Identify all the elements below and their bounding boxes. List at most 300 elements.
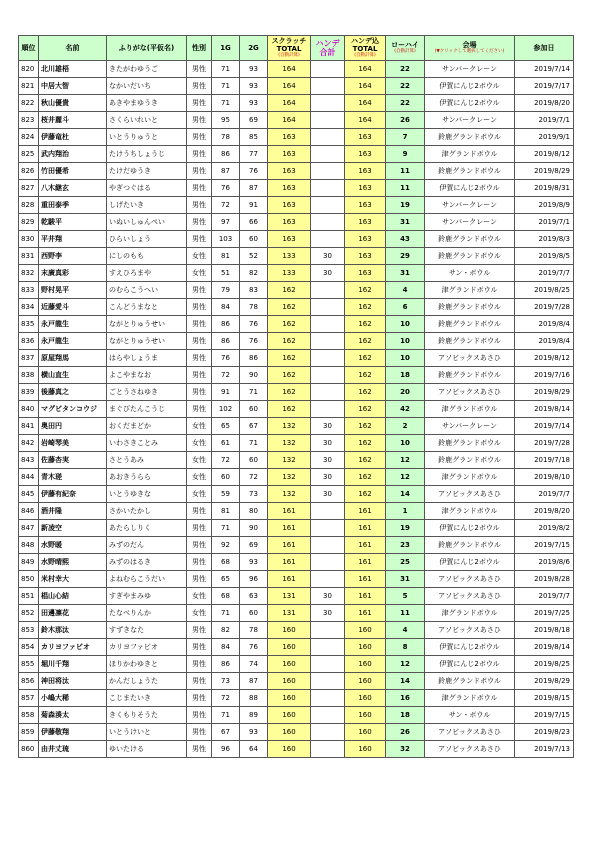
name-cell: 酒井隆 <box>39 503 107 520</box>
venue-cell[interactable]: 津グランドボウル <box>425 690 515 707</box>
scratch-total-cell: 132 <box>268 469 311 486</box>
rank-cell: 847 <box>19 520 39 537</box>
handicap-cell <box>311 129 345 146</box>
gender-cell: 男性 <box>187 78 212 95</box>
gender-cell: 女性 <box>187 452 212 469</box>
lowhigh-cell: 9 <box>386 146 425 163</box>
name-cell: 伊藤有紀奈 <box>39 486 107 503</box>
handicap-total-cell: 163 <box>345 180 386 197</box>
gender-cell: 女性 <box>187 605 212 622</box>
kana-cell: たけだゆうき <box>107 163 187 180</box>
gender-cell: 男性 <box>187 707 212 724</box>
date-cell: 2019/7/25 <box>515 605 574 622</box>
lowhigh-cell: 31 <box>386 265 425 282</box>
gender-cell: 男性 <box>187 197 212 214</box>
kana-cell: にしのもも <box>107 248 187 265</box>
name-cell: 神田将汰 <box>39 673 107 690</box>
date-cell: 2019/7/15 <box>515 537 574 554</box>
handicap-cell <box>311 316 345 333</box>
game1-cell: 86 <box>212 656 240 673</box>
scratch-total-cell: 163 <box>268 214 311 231</box>
venue-cell[interactable]: 鈴鹿グランドボウル <box>425 231 515 248</box>
handicap-cell <box>311 299 345 316</box>
handicap-cell <box>311 384 345 401</box>
venue-cell[interactable]: アソビックスあさひ <box>425 486 515 503</box>
game2-cell: 77 <box>240 146 268 163</box>
kana-cell: いぬいしゅんぺい <box>107 214 187 231</box>
table-row <box>19 163 574 180</box>
scratch-total-cell: 164 <box>268 61 311 78</box>
handicap-total-cell: 162 <box>345 435 386 452</box>
game2-cell: 91 <box>240 197 268 214</box>
venue-cell[interactable]: アソビックスあさひ <box>425 622 515 639</box>
game1-cell: 103 <box>212 231 240 248</box>
game1-cell: 72 <box>212 690 240 707</box>
kana-cell: しげたいき <box>107 197 187 214</box>
table-row <box>19 316 574 333</box>
header-handicap-total: ハンデ込 TOTAL (自動計算) <box>345 36 386 61</box>
game1-cell: 76 <box>212 180 240 197</box>
table-row <box>19 486 574 503</box>
lowhigh-cell: 42 <box>386 401 425 418</box>
table-row <box>19 146 574 163</box>
game1-cell: 68 <box>212 588 240 605</box>
date-cell: 2019/8/31 <box>515 180 574 197</box>
venue-cell[interactable]: 鈴鹿グランドボウル <box>425 299 515 316</box>
rank-cell: 841 <box>19 418 39 435</box>
lowhigh-cell: 10 <box>386 316 425 333</box>
handicap-total-cell: 161 <box>345 605 386 622</box>
venue-cell[interactable]: 伊賀にんじ2ボウル <box>425 520 515 537</box>
lowhigh-cell: 14 <box>386 673 425 690</box>
kana-cell: みずのはるき <box>107 554 187 571</box>
date-cell: 2019/7/14 <box>515 418 574 435</box>
venue-cell[interactable]: 津グランドボウル <box>425 401 515 418</box>
handicap-cell <box>311 724 345 741</box>
venue-cell[interactable]: 津グランドボウル <box>425 605 515 622</box>
handicap-total-cell: 162 <box>345 316 386 333</box>
game1-cell: 71 <box>212 605 240 622</box>
venue-cell[interactable]: 津グランドボウル <box>425 469 515 486</box>
handicap-total-cell: 162 <box>345 469 386 486</box>
handicap-cell <box>311 367 345 384</box>
scratch-total-cell: 162 <box>268 367 311 384</box>
rank-cell: 853 <box>19 622 39 639</box>
name-cell: 秋山優貴 <box>39 95 107 112</box>
scratch-total-cell: 162 <box>268 350 311 367</box>
date-cell: 2019/7/28 <box>515 299 574 316</box>
game2-cell: 87 <box>240 180 268 197</box>
scratch-total-cell: 160 <box>268 707 311 724</box>
game2-cell: 67 <box>240 418 268 435</box>
game1-cell: 79 <box>212 282 240 299</box>
name-cell: 八木継玄 <box>39 180 107 197</box>
date-cell: 2019/8/9 <box>515 197 574 214</box>
table-row <box>19 452 574 469</box>
gender-cell: 男性 <box>187 741 212 758</box>
kana-cell: あたらしりく <box>107 520 187 537</box>
gender-cell: 男性 <box>187 112 212 129</box>
table-row <box>19 469 574 486</box>
table-row <box>19 282 574 299</box>
name-cell: 佐藤杏実 <box>39 452 107 469</box>
gender-cell: 女性 <box>187 486 212 503</box>
venue-cell[interactable]: 鈴鹿グランドボウル <box>425 367 515 384</box>
gender-cell: 男性 <box>187 163 212 180</box>
rank-cell: 838 <box>19 367 39 384</box>
handicap-cell <box>311 282 345 299</box>
handicap-total-cell: 164 <box>345 112 386 129</box>
venue-cell[interactable]: アソビックスあさひ <box>425 571 515 588</box>
name-cell: 原屋翔馬 <box>39 350 107 367</box>
venue-cell[interactable]: アソビックスあさひ <box>425 741 515 758</box>
kana-cell: さとうあみ <box>107 452 187 469</box>
gender-cell: 男性 <box>187 61 212 78</box>
game1-cell: 60 <box>212 469 240 486</box>
gender-cell: 男性 <box>187 673 212 690</box>
lowhigh-cell: 11 <box>386 163 425 180</box>
gender-cell: 男性 <box>187 316 212 333</box>
handicap-cell: 30 <box>311 248 345 265</box>
date-cell: 2019/8/3 <box>515 231 574 248</box>
lowhigh-cell: 16 <box>386 690 425 707</box>
venue-cell[interactable]: 伊賀にんじ2ボウル <box>425 656 515 673</box>
table-row <box>19 639 574 656</box>
table-row <box>19 197 574 214</box>
name-cell: 桜井麗斗 <box>39 112 107 129</box>
rank-cell: 826 <box>19 163 39 180</box>
lowhigh-cell: 2 <box>386 418 425 435</box>
rank-cell: 855 <box>19 656 39 673</box>
rank-cell: 820 <box>19 61 39 78</box>
date-cell: 2019/7/7 <box>515 486 574 503</box>
game1-cell: 61 <box>212 435 240 452</box>
scratch-total-cell: 162 <box>268 316 311 333</box>
table-row <box>19 231 574 248</box>
name-cell: 米村幸大 <box>39 571 107 588</box>
date-cell: 2019/7/16 <box>515 367 574 384</box>
venue-cell[interactable]: 伊賀にんじ2ボウル <box>425 78 515 95</box>
table-row <box>19 214 574 231</box>
handicap-total-cell: 163 <box>345 163 386 180</box>
scratch-total-cell: 160 <box>268 639 311 656</box>
handicap-cell <box>311 554 345 571</box>
kana-cell: いとうりゅうと <box>107 129 187 146</box>
kana-cell: はらやしょうま <box>107 350 187 367</box>
game2-cell: 78 <box>240 622 268 639</box>
game1-cell: 65 <box>212 418 240 435</box>
name-cell: 後藤真之 <box>39 384 107 401</box>
lowhigh-cell: 22 <box>386 61 425 78</box>
handicap-total-cell: 161 <box>345 537 386 554</box>
table-row <box>19 78 574 95</box>
game1-cell: 72 <box>212 452 240 469</box>
handicap-total-cell: 162 <box>345 384 386 401</box>
game1-cell: 95 <box>212 112 240 129</box>
kana-cell: ながとりゅうせい <box>107 333 187 350</box>
table-row <box>19 537 574 554</box>
handicap-cell: 30 <box>311 588 345 605</box>
gender-cell: 男性 <box>187 571 212 588</box>
handicap-cell <box>311 61 345 78</box>
lowhigh-cell: 6 <box>386 299 425 316</box>
name-cell: 水野暖 <box>39 537 107 554</box>
kana-cell: カリヨファビオ <box>107 639 187 656</box>
venue-cell[interactable]: アソビックスあさひ <box>425 588 515 605</box>
table-row <box>19 571 574 588</box>
date-cell: 2019/8/6 <box>515 554 574 571</box>
venue-cell[interactable]: 鈴鹿グランドボウル <box>425 129 515 146</box>
gender-cell: 女性 <box>187 469 212 486</box>
game1-cell: 76 <box>212 350 240 367</box>
venue-cell[interactable]: サン・ボウル <box>425 707 515 724</box>
gender-cell: 男性 <box>187 367 212 384</box>
game1-cell: 92 <box>212 537 240 554</box>
handicap-cell <box>311 78 345 95</box>
handicap-cell <box>311 231 345 248</box>
venue-cell[interactable]: 伊賀にんじ2ボウル <box>425 180 515 197</box>
venue-cell[interactable]: サンバークレーン <box>425 112 515 129</box>
name-cell: 椙山心結 <box>39 588 107 605</box>
game2-cell: 93 <box>240 95 268 112</box>
venue-cell[interactable]: サンバークレーン <box>425 197 515 214</box>
table-row <box>19 622 574 639</box>
scratch-total-cell: 160 <box>268 656 311 673</box>
name-cell: 竹田優希 <box>39 163 107 180</box>
kana-cell: なかいだいち <box>107 78 187 95</box>
handicap-total-cell: 162 <box>345 486 386 503</box>
venue-cell[interactable]: アソビックスあさひ <box>425 724 515 741</box>
scratch-total-cell: 163 <box>268 197 311 214</box>
rank-cell: 843 <box>19 452 39 469</box>
rank-cell: 842 <box>19 435 39 452</box>
gender-cell: 男性 <box>187 503 212 520</box>
game2-cell: 86 <box>240 350 268 367</box>
date-cell: 2019/7/28 <box>515 435 574 452</box>
header-2g: 2G <box>240 36 268 61</box>
table-row <box>19 180 574 197</box>
handicap-cell: 30 <box>311 265 345 282</box>
header-venue: 会場 (▼クリックして選択してください) <box>425 36 515 61</box>
table-row <box>19 656 574 673</box>
lowhigh-cell: 5 <box>386 588 425 605</box>
game1-cell: 71 <box>212 61 240 78</box>
name-cell: カリヨファビオ <box>39 639 107 656</box>
venue-cell[interactable]: 鈴鹿グランドボウル <box>425 673 515 690</box>
game1-cell: 87 <box>212 163 240 180</box>
kana-cell: すえひろまや <box>107 265 187 282</box>
handicap-total-cell: 162 <box>345 452 386 469</box>
table-row <box>19 690 574 707</box>
date-cell: 2019/8/20 <box>515 503 574 520</box>
kana-cell: きくもりそうた <box>107 707 187 724</box>
scratch-total-cell: 161 <box>268 503 311 520</box>
handicap-total-cell: 160 <box>345 639 386 656</box>
rank-cell: 857 <box>19 690 39 707</box>
rank-cell: 840 <box>19 401 39 418</box>
game1-cell: 72 <box>212 367 240 384</box>
lowhigh-cell: 11 <box>386 180 425 197</box>
lowhigh-cell: 19 <box>386 197 425 214</box>
scratch-total-cell: 164 <box>268 78 311 95</box>
name-cell: 末廣真彩 <box>39 265 107 282</box>
rank-cell: 844 <box>19 469 39 486</box>
table-row <box>19 61 574 78</box>
scratch-total-cell: 161 <box>268 520 311 537</box>
name-cell: 鈴木那汰 <box>39 622 107 639</box>
venue-cell[interactable]: 伊賀にんじ2ボウル <box>425 95 515 112</box>
game2-cell: 69 <box>240 537 268 554</box>
kana-cell: のむらこうへい <box>107 282 187 299</box>
rank-cell: 854 <box>19 639 39 656</box>
lowhigh-cell: 12 <box>386 452 425 469</box>
rank-cell: 829 <box>19 214 39 231</box>
lowhigh-cell: 10 <box>386 333 425 350</box>
gender-cell: 女性 <box>187 265 212 282</box>
venue-cell[interactable]: アソビックスあさひ <box>425 350 515 367</box>
scratch-total-cell: 160 <box>268 690 311 707</box>
table-row <box>19 367 574 384</box>
handicap-total-cell: 160 <box>345 707 386 724</box>
kana-cell: ゆいたける <box>107 741 187 758</box>
name-cell: 武内翔治 <box>39 146 107 163</box>
rank-cell: 846 <box>19 503 39 520</box>
header-scratch-total: スクラッチ TOTAL (自動計算) <box>268 36 311 61</box>
scratch-total-cell: 163 <box>268 163 311 180</box>
date-cell: 2019/8/20 <box>515 95 574 112</box>
game2-cell: 63 <box>240 588 268 605</box>
kana-cell: よこやまなお <box>107 367 187 384</box>
venue-cell[interactable]: 鈴鹿グランドボウル <box>425 316 515 333</box>
date-cell: 2019/8/18 <box>515 622 574 639</box>
name-cell: 中居大智 <box>39 78 107 95</box>
lowhigh-cell: 4 <box>386 282 425 299</box>
table-row <box>19 435 574 452</box>
venue-cell[interactable]: 鈴鹿グランドボウル <box>425 248 515 265</box>
game2-cell: 89 <box>240 707 268 724</box>
kana-cell: いわさきことみ <box>107 435 187 452</box>
lowhigh-cell: 7 <box>386 129 425 146</box>
scratch-total-cell: 161 <box>268 571 311 588</box>
venue-cell[interactable]: サンバークレーン <box>425 214 515 231</box>
handicap-total-cell: 161 <box>345 503 386 520</box>
rank-cell: 827 <box>19 180 39 197</box>
gender-cell: 男性 <box>187 401 212 418</box>
date-cell: 2019/8/4 <box>515 333 574 350</box>
kana-cell: ながとりゅうせい <box>107 316 187 333</box>
venue-cell[interactable]: 津グランドボウル <box>425 146 515 163</box>
rank-cell: 860 <box>19 741 39 758</box>
kana-cell: すぎやまみゆ <box>107 588 187 605</box>
venue-cell[interactable]: サンバークレーン <box>425 61 515 78</box>
handicap-total-cell: 164 <box>345 61 386 78</box>
game1-cell: 71 <box>212 707 240 724</box>
table-row <box>19 588 574 605</box>
game2-cell: 60 <box>240 452 268 469</box>
gender-cell: 男性 <box>187 299 212 316</box>
date-cell: 2019/8/2 <box>515 520 574 537</box>
handicap-cell <box>311 537 345 554</box>
rank-cell: 859 <box>19 724 39 741</box>
scratch-total-cell: 160 <box>268 673 311 690</box>
venue-cell[interactable]: 鈴鹿グランドボウル <box>425 163 515 180</box>
venue-cell[interactable]: サン・ボウル <box>425 265 515 282</box>
handicap-cell <box>311 571 345 588</box>
venue-cell[interactable]: 鈴鹿グランドボウル <box>425 452 515 469</box>
table-row <box>19 503 574 520</box>
gender-cell: 男性 <box>187 384 212 401</box>
venue-cell[interactable]: アソビックスあさひ <box>425 384 515 401</box>
name-cell: 堀川千翔 <box>39 656 107 673</box>
name-cell: 菊森湊太 <box>39 707 107 724</box>
scratch-total-cell: 132 <box>268 452 311 469</box>
lowhigh-cell: 26 <box>386 112 425 129</box>
venue-cell[interactable]: 伊賀にんじ2ボウル <box>425 554 515 571</box>
game1-cell: 97 <box>212 214 240 231</box>
venue-cell[interactable]: 伊賀にんじ2ボウル <box>425 639 515 656</box>
handicap-total-cell: 163 <box>345 129 386 146</box>
handicap-cell <box>311 741 345 758</box>
name-cell: 水野晴熙 <box>39 554 107 571</box>
game1-cell: 82 <box>212 622 240 639</box>
game1-cell: 51 <box>212 265 240 282</box>
scratch-total-cell: 160 <box>268 741 311 758</box>
handicap-total-cell: 163 <box>345 248 386 265</box>
kana-cell: みずのだん <box>107 537 187 554</box>
handicap-total-cell: 162 <box>345 367 386 384</box>
rank-cell: 851 <box>19 588 39 605</box>
venue-cell[interactable]: 鈴鹿グランドボウル <box>425 333 515 350</box>
handicap-total-cell: 163 <box>345 146 386 163</box>
handicap-cell <box>311 112 345 129</box>
lowhigh-cell: 31 <box>386 214 425 231</box>
handicap-total-cell: 163 <box>345 231 386 248</box>
kana-cell: すずきなた <box>107 622 187 639</box>
handicap-total-cell: 160 <box>345 656 386 673</box>
handicap-total-cell: 160 <box>345 622 386 639</box>
venue-cell[interactable]: 鈴鹿グランドボウル <box>425 435 515 452</box>
scratch-total-cell: 133 <box>268 265 311 282</box>
table-row <box>19 112 574 129</box>
name-cell: 乾駿平 <box>39 214 107 231</box>
date-cell: 2019/8/25 <box>515 282 574 299</box>
game2-cell: 83 <box>240 282 268 299</box>
date-cell: 2019/8/5 <box>515 248 574 265</box>
game1-cell: 72 <box>212 197 240 214</box>
table-row <box>19 384 574 401</box>
game1-cell: 71 <box>212 95 240 112</box>
kana-cell: ほりかわゆきと <box>107 656 187 673</box>
gender-cell: 男性 <box>187 537 212 554</box>
scratch-total-cell: 163 <box>268 129 311 146</box>
gender-cell: 男性 <box>187 639 212 656</box>
lowhigh-cell: 32 <box>386 741 425 758</box>
scratch-total-cell: 163 <box>268 146 311 163</box>
rank-cell: 824 <box>19 129 39 146</box>
game1-cell: 84 <box>212 639 240 656</box>
gender-cell: 男性 <box>187 146 212 163</box>
handicap-total-cell: 160 <box>345 724 386 741</box>
name-cell: 平井翔 <box>39 231 107 248</box>
gender-cell: 男性 <box>187 690 212 707</box>
venue-cell[interactable]: 津グランドボウル <box>425 503 515 520</box>
table-row <box>19 605 574 622</box>
venue-cell[interactable]: 津グランドボウル <box>425 282 515 299</box>
header-handicap: ハンデ 合計 <box>311 36 345 61</box>
kana-cell: おくだまどか <box>107 418 187 435</box>
venue-cell[interactable]: サンバークレーン <box>425 418 515 435</box>
venue-cell[interactable]: 鈴鹿グランドボウル <box>425 537 515 554</box>
